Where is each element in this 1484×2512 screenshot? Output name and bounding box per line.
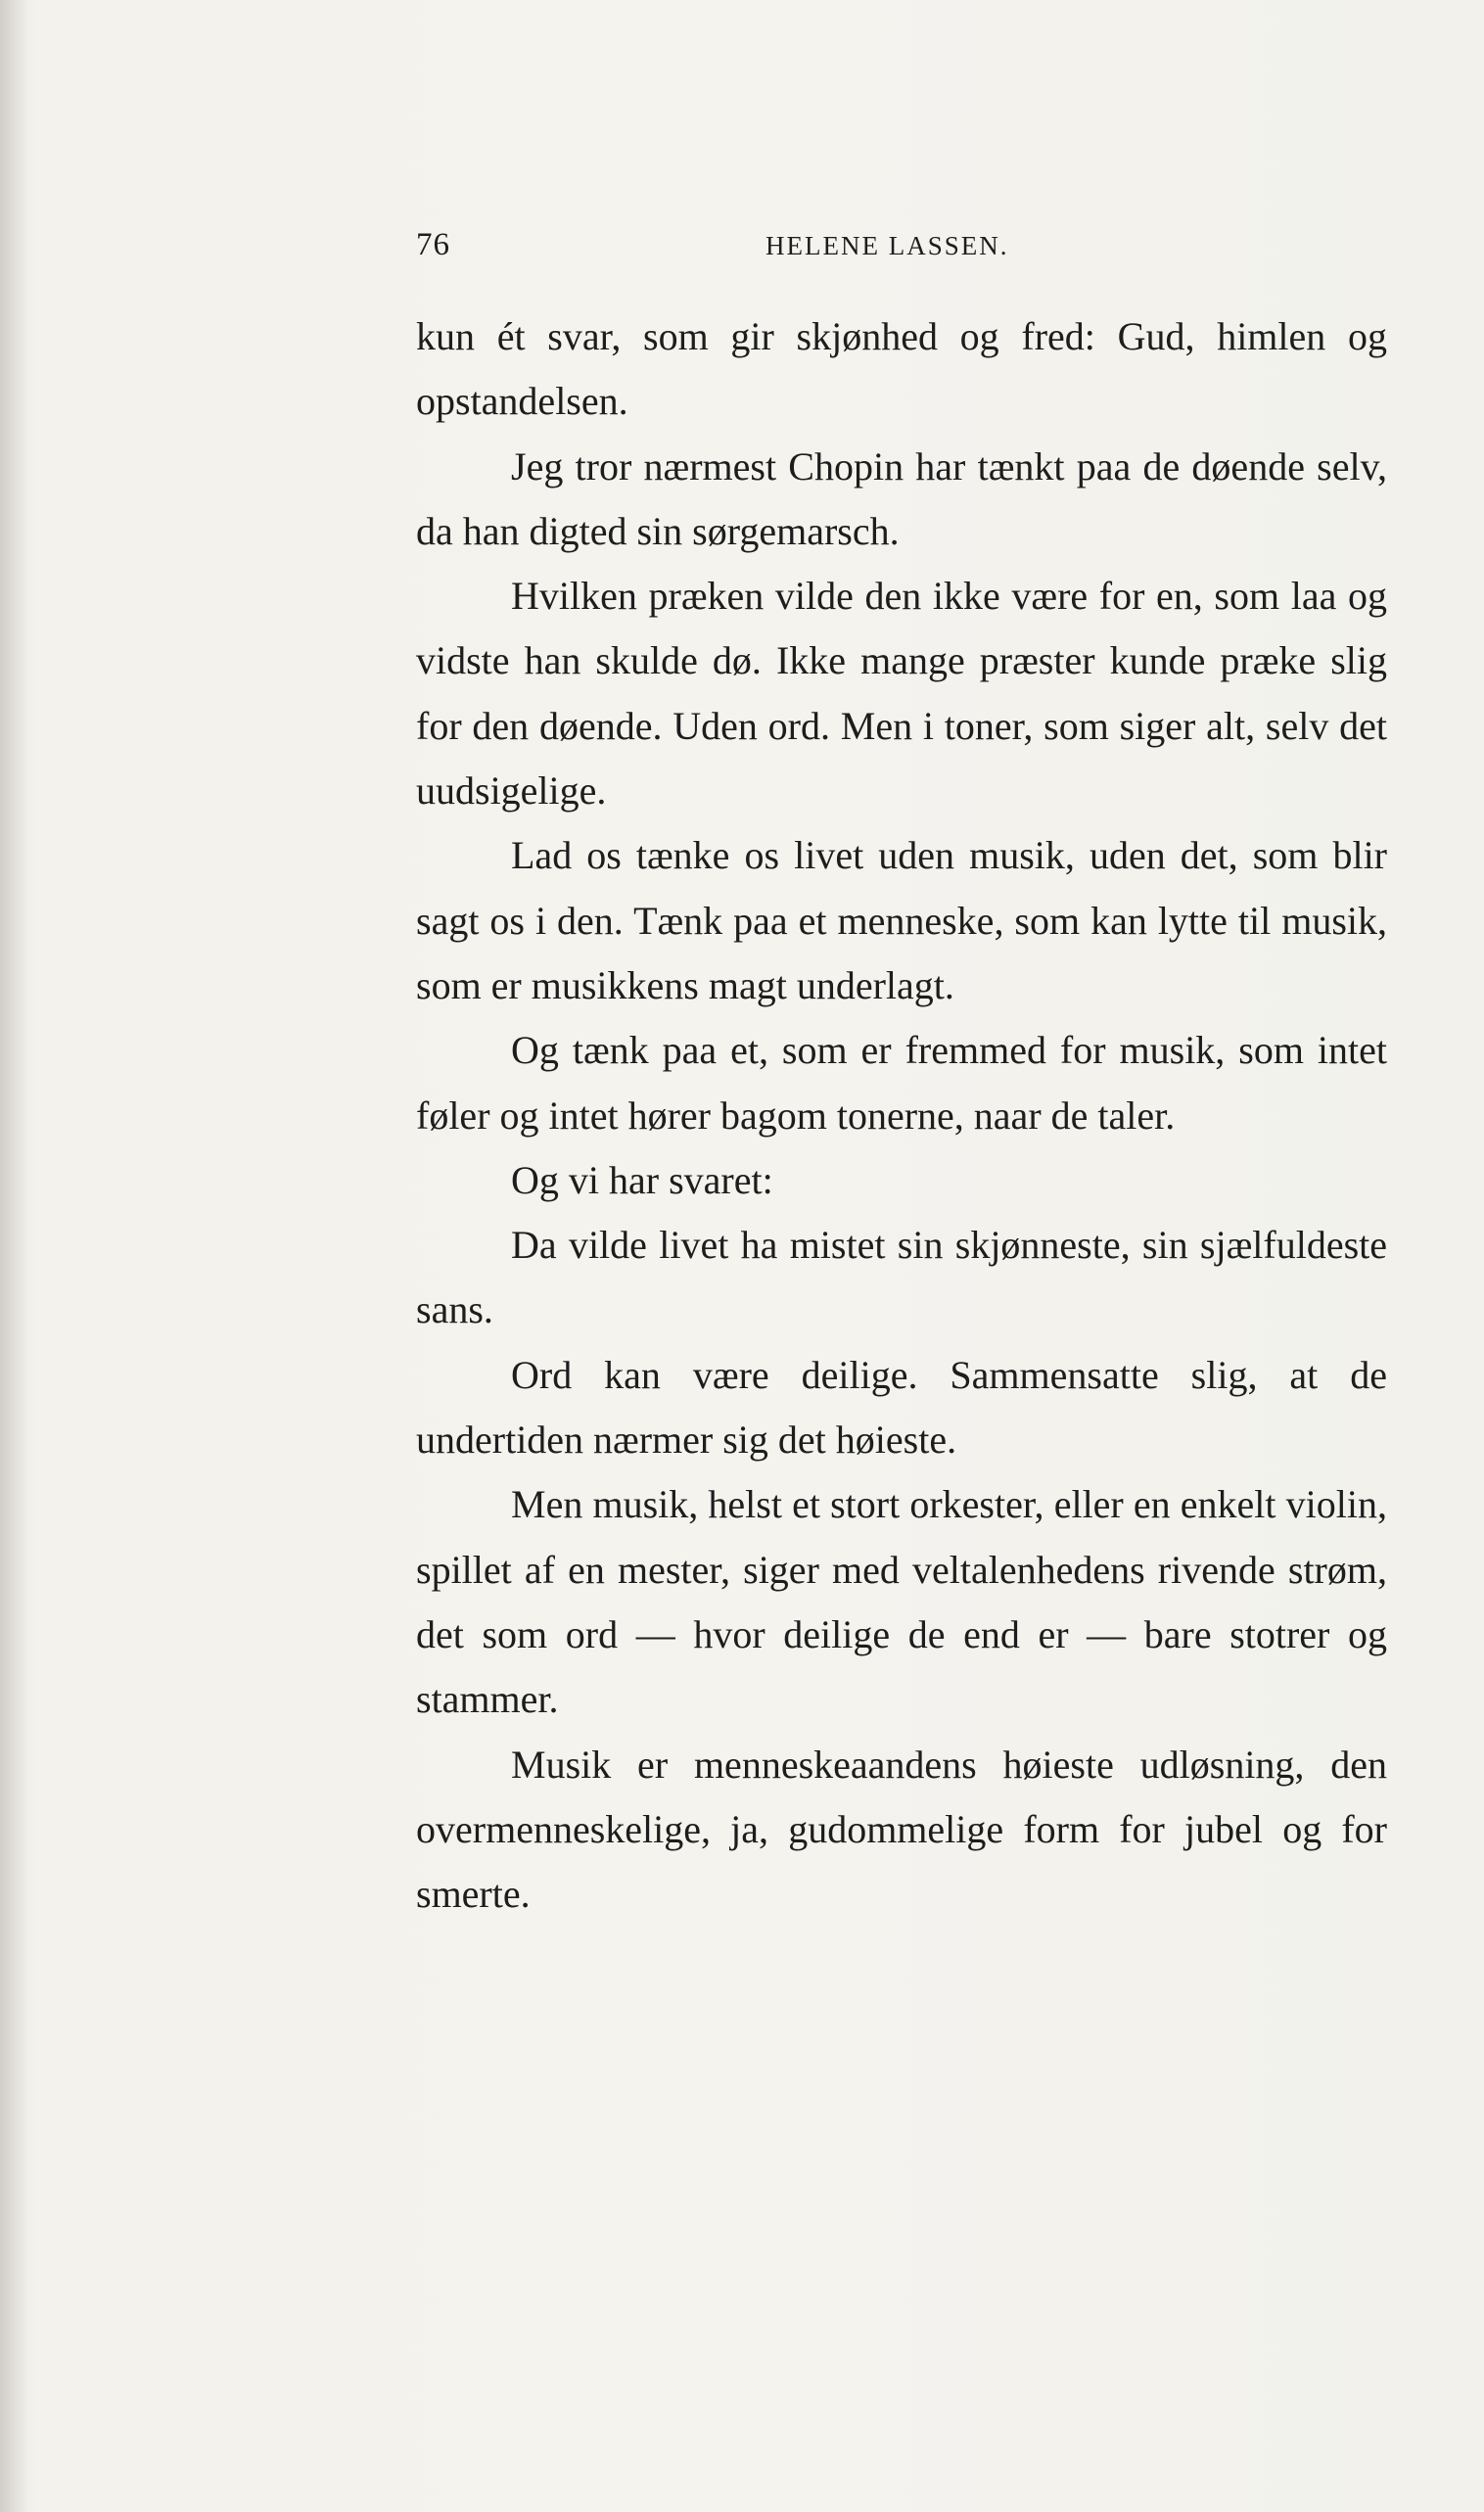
page-number: 76 [416,227,450,262]
paragraph: kun ét svar, som gir skjønhed og fred: Gud, himlen og opstandelsen. [416,314,1387,424]
paragraph: Og tænk paa et, som er fremmed for musik, som intet føler og intet hører bagom tonerne, naar de taler. [416,1028,1387,1138]
paragraph: Men musik, helst et stort orkester, eller en enkelt violin, spillet af en mester, siger med veltalenhedens rivende strøm, det som ord — hvor deilige de end er — bare stotrer og stammer. [416,1482,1387,1722]
paragraph: Lad os tænke os livet uden musik, uden det, som blir sagt os i den. Tænk paa et menneske, som kan lytte til musik, som er musikkens magt underlagt. [416,833,1387,1007]
body-text [416,304,1387,1927]
paragraph: Hvilken præken vilde den ikke være for en, som laa og vidste han skulde dø. Ikke mange præster kunde præke slig for den døende. Uden ord. Men i toner, som siger alt, selv det uudsigelige. [416,574,1387,814]
running-head: HELENE LASSEN. [765,231,1009,260]
paragraph: Og vi har svaret: [511,1157,773,1202]
paragraph: Ord kan være deilige. Sammensatte slig, at de undertiden nærmer sig det høieste. [416,1352,1387,1463]
paragraph: Da vilde livet ha mistet sin skjønneste, sin sjælfuldeste sans. [416,1223,1387,1332]
page-edge-shadow [0,0,27,2512]
paragraph: Musik er menneskeaandens høieste udløsning, den overmenneskelige, ja, gudommelige form for jubel og for smerte. [416,1742,1387,1917]
page-header [416,227,1395,276]
paragraph: Jeg tror nærmest Chopin har tænkt paa de døende selv, da han digted sin sørgemarsch. [416,443,1387,553]
